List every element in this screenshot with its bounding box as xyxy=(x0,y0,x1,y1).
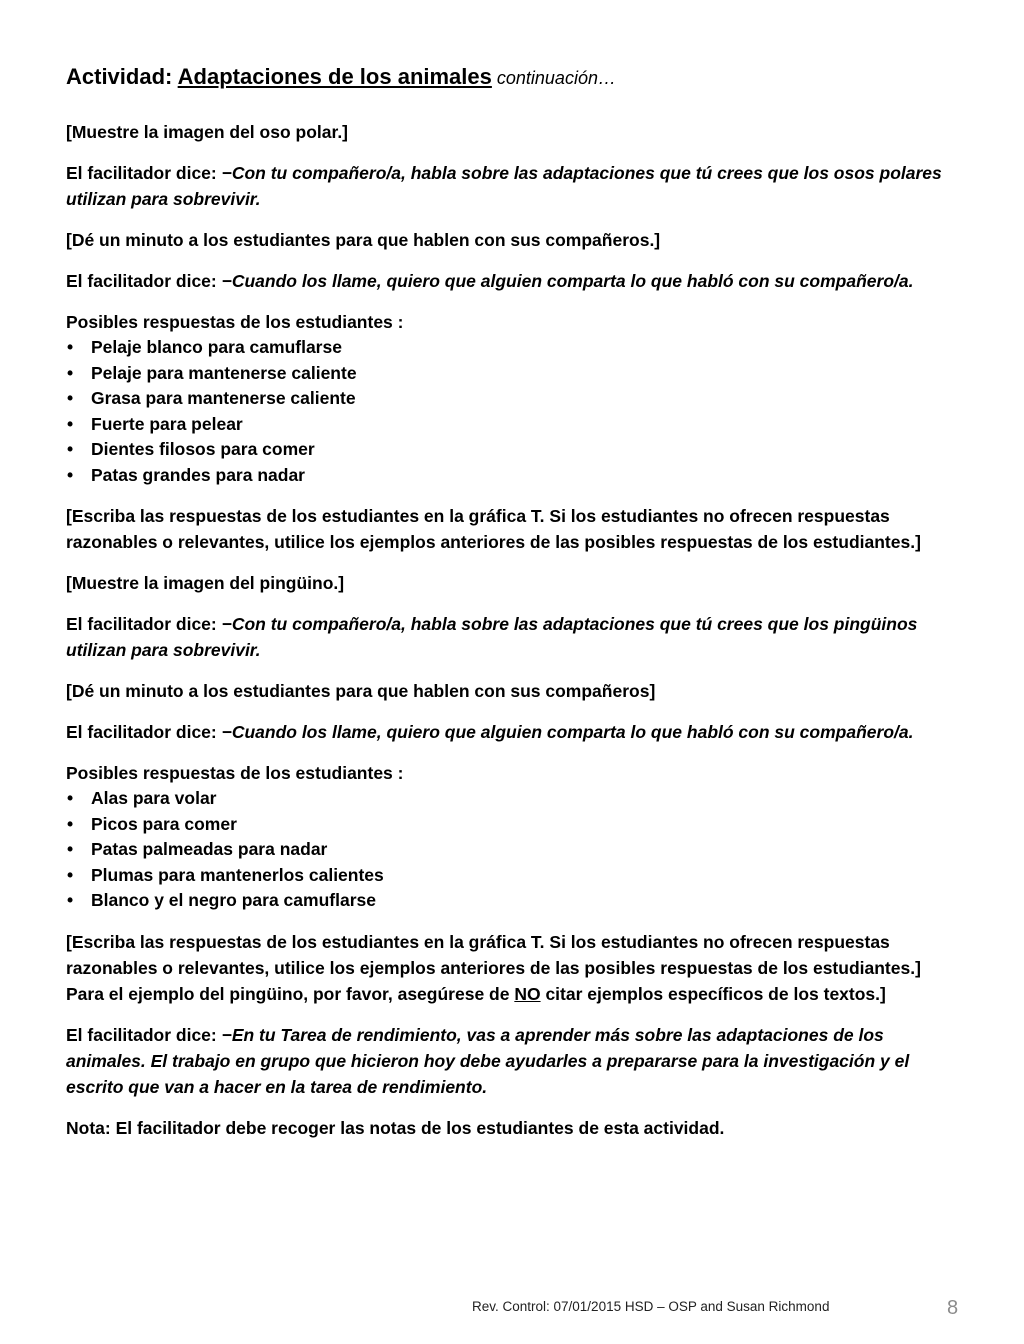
bullet-icon: • xyxy=(67,839,74,859)
bullet-icon: • xyxy=(67,890,74,910)
bullet-icon: • xyxy=(67,413,74,434)
bullet-icon: • xyxy=(67,788,74,808)
possible-answers-heading-2: Posibles respuestas de los estudiantes : xyxy=(66,763,404,783)
list-item: • Dientes filosos para comer xyxy=(66,437,966,463)
write-instruction-text: [Escriba las respuestas de los estudiantes en la gráfica T. Si los estudiantes no ofrecen respuestas razonables o relevantes, utilice los ejemplos anteriores de las posibles respuestas de los estudiantes.] xyxy=(66,931,921,978)
facilitator-label: El facilitador dice: xyxy=(66,163,222,183)
title-prefix: Actividad: xyxy=(66,64,178,89)
facilitator-prompt-call-2 xyxy=(66,719,966,745)
instruction-give-minute-2: [Dé un minuto a los estudiantes para que hablen con sus compañeros] xyxy=(66,681,656,701)
facilitator-note: Nota: El facilitador debe recoger las notas de los estudiantes de esta actividad. xyxy=(66,1117,725,1138)
instruction-write-answers-1: [Escriba las respuestas de los estudiantes en la gráfica T. Si los estudiantes no ofrecen respuestas razonables o relevantes, utilice los ejemplos anteriores de las posibles respuestas de los estudiantes.] xyxy=(66,506,921,552)
revision-footer: Rev. Control: 07/01/2015 HSD – OSP and Susan Richmond xyxy=(472,1299,830,1314)
instruction-show-polar-bear: [Muestre la imagen del oso polar.] xyxy=(66,122,349,142)
instruction-give-minute-1: [Dé un minuto a los estudiantes para que hablen con sus compañeros.] xyxy=(66,230,661,250)
list-item: • Blanco y el negro para camuflarse xyxy=(66,888,966,914)
list-item: • Grasa para mantenerse caliente xyxy=(66,386,966,412)
prompt-text: −Cuando los llame, quiero que alguien comparta lo que habló con su compañero/a. xyxy=(221,271,914,291)
prompt-text: −Cuando los llame, quiero que alguien comparta lo que habló con su compañero/a. xyxy=(221,722,914,742)
prompt-text: −Con tu compañero/a, habla sobre las adaptaciones que tú crees que los pingüinos utilizan para sobrevivir. xyxy=(66,614,918,660)
facilitator-label: El facilitador dice: xyxy=(66,271,222,291)
list-item: • Patas grandes para nadar xyxy=(66,463,966,489)
list-item: • Plumas para mantenerlos calientes xyxy=(66,863,966,889)
list-item: • Fuerte para pelear xyxy=(66,412,966,438)
list-item: • Pelaje para mantenerse caliente xyxy=(66,361,966,387)
facilitator-prompt-call-1 xyxy=(66,268,966,294)
page-content xyxy=(66,62,966,1156)
polar-bear-answers-list xyxy=(66,335,966,488)
instruction-write-answers-2: [Escriba las respuestas de los estudiantes en la gráfica T. Si los estudiantes no ofrecen respuestas razonables o relevantes, utilice los ejemplos anteriores de las posibles respuestas de los estudiantes.] Para el ejemplo del pingüino, por favor, asegúrese de NO citar ejemplos específicos de los textos.] xyxy=(66,931,921,1004)
bullet-icon: • xyxy=(67,337,74,357)
facilitator-label: El facilitador dice: xyxy=(66,722,222,742)
penguin-answers-list xyxy=(66,786,966,914)
facilitator-prompt-penguin xyxy=(66,611,966,663)
title-activity-name: Adaptaciones de los animales xyxy=(177,64,492,89)
list-item: • Patas palmeadas para nadar xyxy=(66,837,966,863)
prompt-text: −En tu Tarea de rendimiento, vas a aprender más sobre las adaptaciones de los animales. El trabajo en grupo que hicieron hoy debe ayudarles a prepararse para la investigación y el escrito que van a hacer en la tarea de rendimiento. xyxy=(66,1024,910,1097)
prompt-text: −Con tu compañero/a, habla sobre las adaptaciones que tú crees que los osos polares utilizan para sobrevivir. xyxy=(66,163,942,209)
facilitator-prompt-final xyxy=(66,1022,966,1100)
bullet-icon: • xyxy=(67,864,74,885)
bullet-icon: • xyxy=(67,388,74,408)
page-number: 8 xyxy=(947,1297,959,1319)
facilitator-label: El facilitador dice: xyxy=(66,614,222,634)
bullet-icon: • xyxy=(67,813,74,834)
emphasis-no: NO xyxy=(514,983,541,1004)
list-item: • Pelaje blanco para camuflarse xyxy=(66,335,966,361)
bullet-icon: • xyxy=(67,362,74,383)
bullet-icon: • xyxy=(67,464,74,485)
list-item: • Picos para comer xyxy=(66,812,966,838)
instruction-show-penguin: [Muestre la imagen del pingüino.] xyxy=(66,573,345,593)
facilitator-prompt-polar-bear xyxy=(66,160,966,212)
bullet-icon: • xyxy=(67,439,74,459)
possible-answers-heading-1: Posibles respuestas de los estudiantes : xyxy=(66,312,404,332)
activity-title xyxy=(66,62,966,93)
facilitator-label: El facilitador dice: xyxy=(66,1024,222,1045)
title-continuation: continuación… xyxy=(491,68,616,88)
list-item: • Alas para volar xyxy=(66,786,966,812)
